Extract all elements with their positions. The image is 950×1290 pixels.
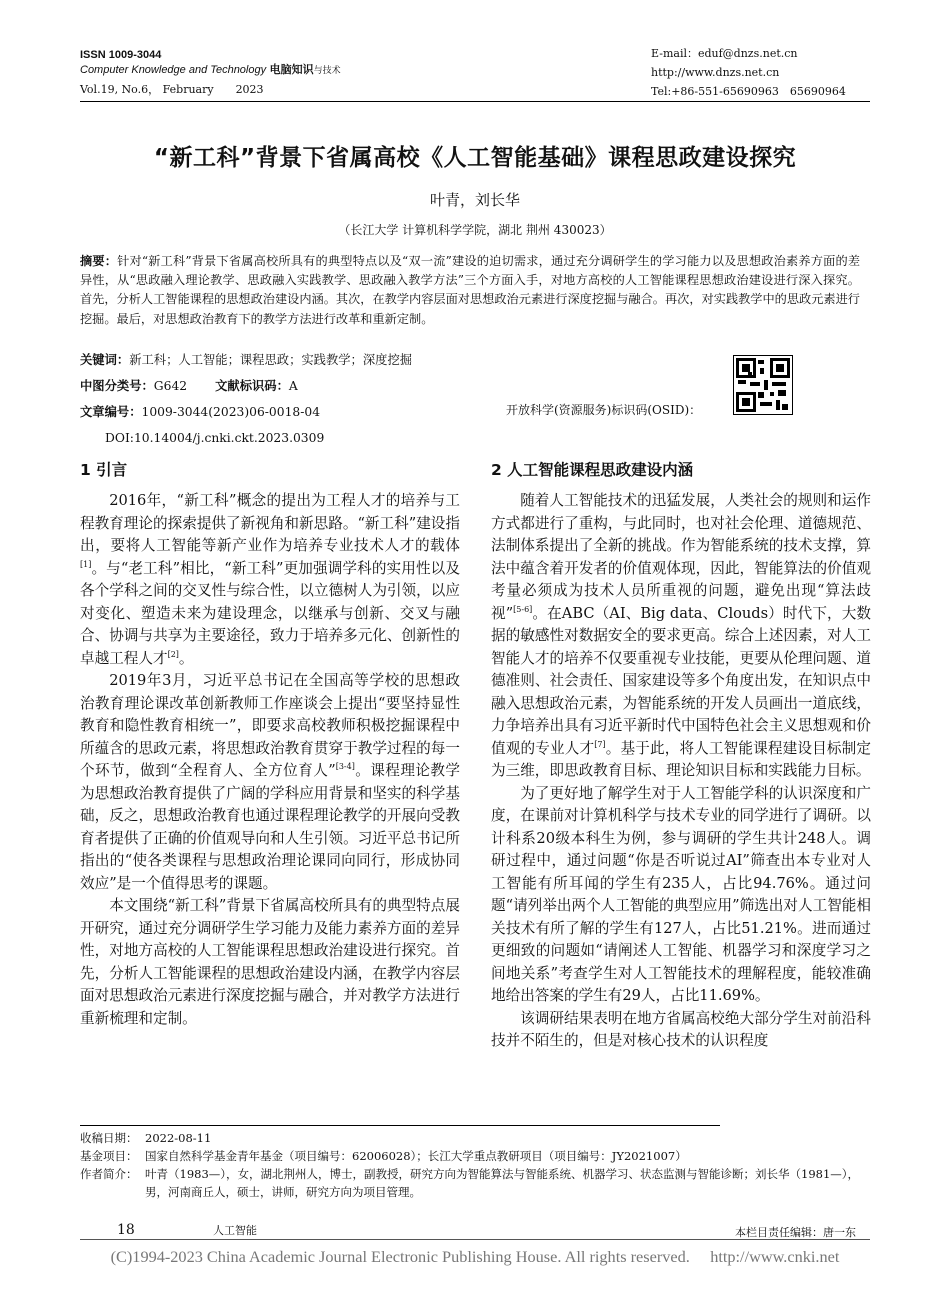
paragraph (80, 490, 460, 670)
journal-name-cn: 电脑知识 (269, 64, 314, 76)
abstract-label: 摘要： (80, 254, 118, 268)
abstract (80, 252, 860, 329)
journal-name-en: Computer Knowledge and Technology (80, 64, 267, 76)
paragraph: 该调研结果表明在地方省属高校绝大部分学生对前沿科技并不陌生的，但是对核心技术的认识程度 (491, 1009, 871, 1049)
citation[interactable]: [1] (80, 559, 92, 569)
issn-text: ISSN 1009-3044 (80, 49, 162, 61)
header-rule (80, 101, 870, 102)
osid-label: 开放科学(资源服务)标识码(OSID)： (506, 403, 702, 417)
copyright-line: (C)1994-2023 China Academic Journal Electronic Publishing House. All rights reserved. http://www.cnki.net (110, 1247, 840, 1266)
article-no-label: 文章编号： (80, 405, 142, 419)
citation[interactable]: [7] (594, 739, 606, 749)
footnote-rule (80, 1125, 720, 1126)
footnotes (80, 1129, 870, 1201)
journal-url[interactable]: http://www.dnzs.net.cn (651, 66, 780, 79)
journal-name (80, 63, 341, 78)
received-label: 收稿日期： (80, 1131, 138, 1145)
page-number: 18 (117, 1222, 135, 1238)
fund-value: 国家自然科学基金青年基金（项目编号：62006028）；长江大学重点教研项目（项目编号：JY2021007） (145, 1149, 687, 1163)
paragraph (491, 490, 871, 783)
received-value: 2022-08-11 (145, 1131, 212, 1145)
bio-value: 叶青（1983—），女，湖北荆州人，博士，副教授，研究方向为智能算法与智能系统、机器学习、状态监测与智能诊断；刘长华（1981—），男，河南商丘人，硕士，讲师，研究方向为项目管理。 (145, 1167, 860, 1199)
received-date (80, 1129, 870, 1147)
text-run: 。与“老工科”相比，“新工科”更加强调学科的实用性以及各个学科之间的交叉性与综合性，以立德树人为引领，以应对变化、塑造未来为建设理念，以继承与创新、交叉与融合、协调与共享为主要途径，致力于培养多元化、创新性的卓越工程人才 (80, 559, 460, 667)
article-no: 1009-3044(2023)06-0018-04 (141, 405, 321, 419)
column-editor: 本栏目责任编辑：唐一东 (735, 1226, 856, 1239)
article-number (80, 404, 320, 420)
volume-line: Vol.19, No.6， February 2023 (80, 83, 264, 96)
section-2-title: 2 人工智能课程思政建设内涵 (491, 461, 694, 479)
fund-info (80, 1147, 870, 1165)
text-run: 。 (178, 649, 194, 667)
bio-label: 作者简介： (80, 1167, 138, 1181)
doi[interactable]: DOI:10.14004/j.cnki.ckt.2023.0309 (105, 431, 325, 445)
keywords (80, 352, 412, 368)
right-column (491, 490, 871, 1053)
text-run: 2016年，“新工科”概念的提出为工程人才的培养与工程教育理论的探索提供了新视角和新思路。“新工科”建设指出，要将人工智能等新产业作为培养专业技术人才的载体 (80, 492, 460, 554)
left-column (80, 490, 460, 1030)
clc-line (80, 378, 298, 394)
paragraph: 为了更好地了解学生对于人工智能学科的认识深度和广度，在课前对计算机科学与技术专业的同学进行了调研。以计科系20级本科生为例，参与调研的学生共计248人。调研过程中，通过问题“你是否听说过AI”筛查出本专业对人工智能有所耳闻的学生有235人，占比94.76%。通过问题“请列举出两个人工智能的典型应用”筛选出对人工智能相关技术有所了解的学生有127人，占比51.21%。进而通过更细致的问题如“请阐述人工智能、机器学习和深度学习之间地关系”考查学生对人工智能技术的理解程度，能较准确地给出答案的学生有29人，占比11.69%。 (491, 784, 871, 1004)
text-run: 。在ABC（AI、Big data、Clouds）时代下，大数据的敏感性对数据安全的要求更高。综合上述因素，对人工智能人才的培养不仅要重视专业技能，更要从伦理问题、道德准则、社会责任、国家建设等多个角度出发，在知识点中融入思想政治元素，为智能系统的开发人员画出一道底线，力争培养出具有习近平新时代中国特色社会主义思想观和价值观的专业人才 (491, 604, 871, 757)
column-name: 人工智能 (213, 1224, 257, 1237)
section-1-title: 1 引言 (80, 461, 128, 479)
citation[interactable]: [5-6] (513, 604, 533, 614)
doc-code: A (288, 379, 298, 393)
issn (80, 48, 161, 62)
paragraph: 本文围绕“新工科”背景下省属高校所具有的典型特点展开研究，通过充分调研学生学习能力及能力素养方面的差异性，对地方高校的人工智能课程思想政治建设进行探究。首先，分析人工智能课程的思想政治建设内涵，在教学内容层面对思想政治元素进行深度挖掘与融合，并对教学方法进行重新梳理和定制。 (80, 897, 460, 1027)
clc-label: 中图分类号： (80, 379, 154, 393)
citation[interactable]: [2] (167, 649, 179, 659)
keywords-label: 关键词： (80, 353, 130, 367)
doc-code-label: 文献标识码： (215, 379, 289, 393)
abstract-text: 针对“新工科”背景下省属高校所具有的典型特点以及“双一流”建设的迫切需求，通过充分调研学生的学习能力以及思想政治素养方面的差异性，从“思政融入理论教学、思政融入实践教学、思政融入教学方法”三个方面入手，对地方高校的人工智能课程思想政治建设进行深入探究。首先，分析人工智能课程的思想政治建设内涵。其次，在教学内容层面对思想政治元素进行深度挖掘与融合。再次，对实践教学中的思政元素进行挖掘。最后，对思想政治教育下的教学方法进行改革和重新定制。 (80, 254, 861, 326)
author-bio (80, 1165, 870, 1201)
text-run: 。课程理论教学为思想政治教育提供了广阔的学科应用背景和坚实的科学基础，反之，思想政治教育也通过课程理论教学的开展向受教育者提供了正确的价值观导向和人生引领。习近平总书记所指出的“使各类课程与思想政治理论课同向同行，形成协同效应”是一个值得思考的课题。 (80, 762, 460, 892)
citation[interactable]: [3-4] (335, 762, 355, 772)
article-affiliation: （长江大学 计算机科学学院，湖北 荆州 430023） (338, 223, 612, 237)
footer-rule (80, 1239, 870, 1240)
text-run: 2019年3月，习近平总书记在全国高等学校的思想政治教育理论课改革创新教师工作座谈会上提出“要坚持显性教育和隐性教育相统一”，即要求高校教师积极挖掘课程中所蕴含的思政元素，将思想政治教育贯穿于教学过程的每一个环节，做到“全程育人、全方位育人” (80, 672, 460, 779)
article-title: “新工科”背景下省属高校《人工智能基础》课程思政建设探究 (153, 145, 797, 171)
fund-label: 基金项目： (80, 1149, 138, 1163)
clc-code: G642 (153, 379, 188, 393)
article-authors: 叶青，刘长华 (429, 191, 520, 209)
text-run: 。基于此，将人工智能课程建设目标制定为三维，即思政教育目标、理论知识目标和实践能力目标。 (491, 739, 871, 779)
text-run: 随着人工智能技术的迅猛发展，人类社会的规则和运作方式都进行了重构，与此同时，也对社会伦理、道德规范、法制体系提出了全新的挑战。作为智能系统的技术支撑，算法中蕴含着开发者的价值观体现，因此，智能算法的价值观考量必须成为技术人员所重视的问题，避免出现“算法歧视” (491, 492, 871, 622)
journal-email: E-mail：eduf@dnzs.net.cn (651, 47, 798, 60)
paragraph (80, 670, 460, 895)
qr-code-icon[interactable] (733, 355, 793, 415)
journal-tel: Tel:+86-551-65690963 65690964 (651, 85, 846, 98)
journal-name-cn-suffix: 与技术 (313, 66, 341, 76)
keywords-text: 新工科；人工智能；课程思政；实践教学；深度挖掘 (129, 353, 413, 367)
